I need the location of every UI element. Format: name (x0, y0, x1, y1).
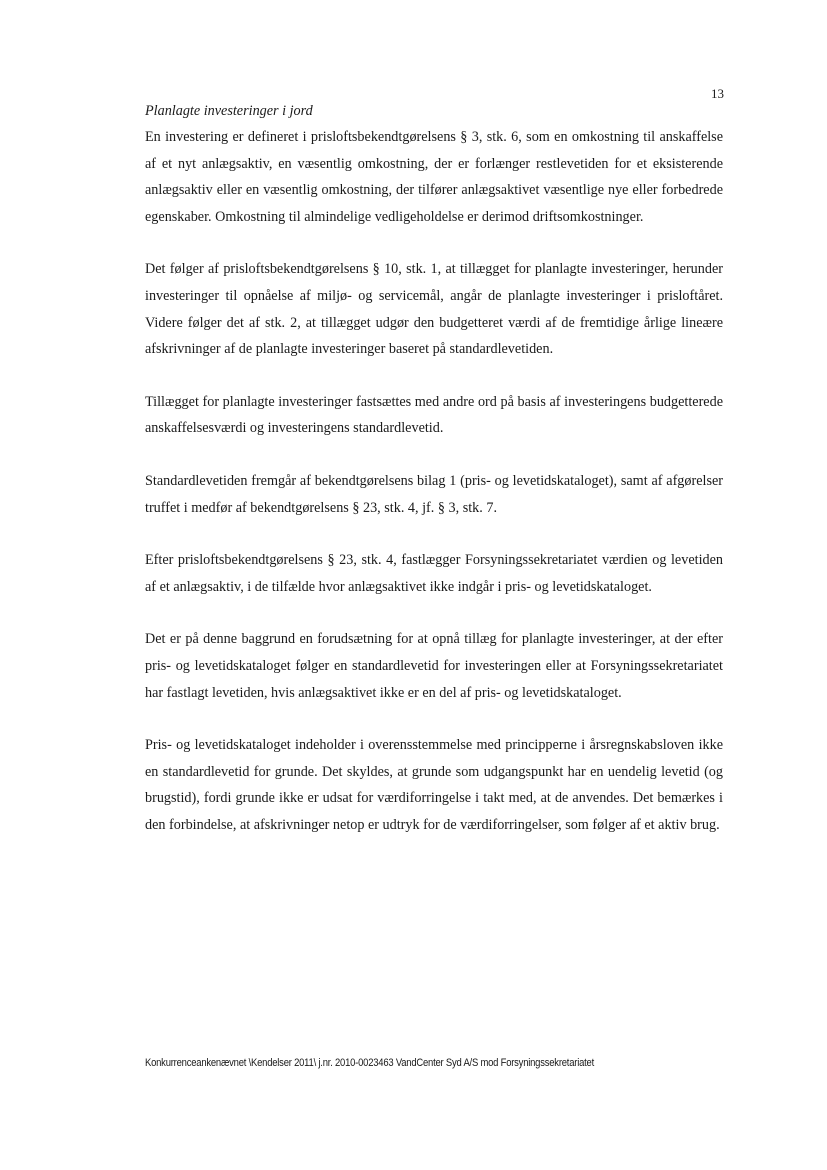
paragraph-7: Pris- og levetidskataloget indeholder i overensstemmelse med principperne i årsregnskabsloven ikke en standardlevetid for grunde. Det skyldes, at grunde som udgangspunkt har en uendelig levetid (og brugstid), fordi grunde ikke er udsat for værdiforringelse i takt med, at de anvendes. Det bemærkes i den forbindelse, at afskrivninger netop er udtryk for de værdiforringelser, som følger af et aktiv brug. (145, 737, 723, 833)
paragraph-6: Det er på denne baggrund en forudsætning for at opnå tillæg for planlagte investeringer, at der efter pris- og levetidskataloget følger en standardlevetid for investeringen eller at Forsyningssekretariatet har fastlagt levetiden, hvis anlægsaktivet ikke er en del af pris- og levetidskataloget. (145, 631, 723, 701)
paragraph-1: En investering er defineret i prisloftsbekendtgørelsens § 3, stk. 6, som en omkostning til anskaffelse af et nyt anlægsaktiv, en væsentlig omkostning, der er forlænger restlevetiden for et eksisterende anlægsaktiv eller en væsentlig omkostning, der tilfører anlægsaktivet væsentlige nye eller forbedrede egenskaber. Omkostning til almindelige vedligeholdelse er derimod driftsomkostninger. (145, 129, 723, 225)
section-heading: Planlagte investeringer i jord (145, 103, 313, 119)
paragraph-2: Det følger af prisloftsbekendtgørelsens § 10, stk. 1, at tillægget for planlagte investeringer, herunder investeringer til opnåelse af miljø- og servicemål, angår de planlagte investeringer i prisloftåret. Videre følger det af stk. 2, at tillægget udgør den budgetteret værdi af de fremtidige årlige lineære afskrivninger af de planlagte investeringer baseret på standardlevetiden. (145, 261, 723, 358)
page-footer: Konkurrenceankenævnet \Kendelser 2011\ j.nr. 2010-0023463 VandCenter Syd A/S mod Forsyningssekretariatet (145, 1057, 595, 1069)
paragraph-5: Efter prisloftsbekendtgørelsens § 23, stk. 4, fastlægger Forsyningssekretariatet værdien og levetiden af et anlægsaktiv, i de tilfælde hvor anlægsaktivet ikke indgår i pris- og levetidskataloget. (145, 552, 723, 595)
paragraph-3: Tillægget for planlagte investeringer fastsættes med andre ord på basis af investeringens budgetterede anskaffelsesværdi og investeringens standardlevetid. (145, 393, 723, 437)
paragraph-4: Standardlevetiden fremgår af bekendtgørelsens bilag 1 (pris- og levetidskataloget), samt af afgørelser truffet i medfør af bekendtgørelsens § 23, stk. 4, jf. § 3, stk. 7. (145, 472, 723, 516)
page-number: 13 (711, 86, 724, 101)
document-body (145, 100, 723, 864)
